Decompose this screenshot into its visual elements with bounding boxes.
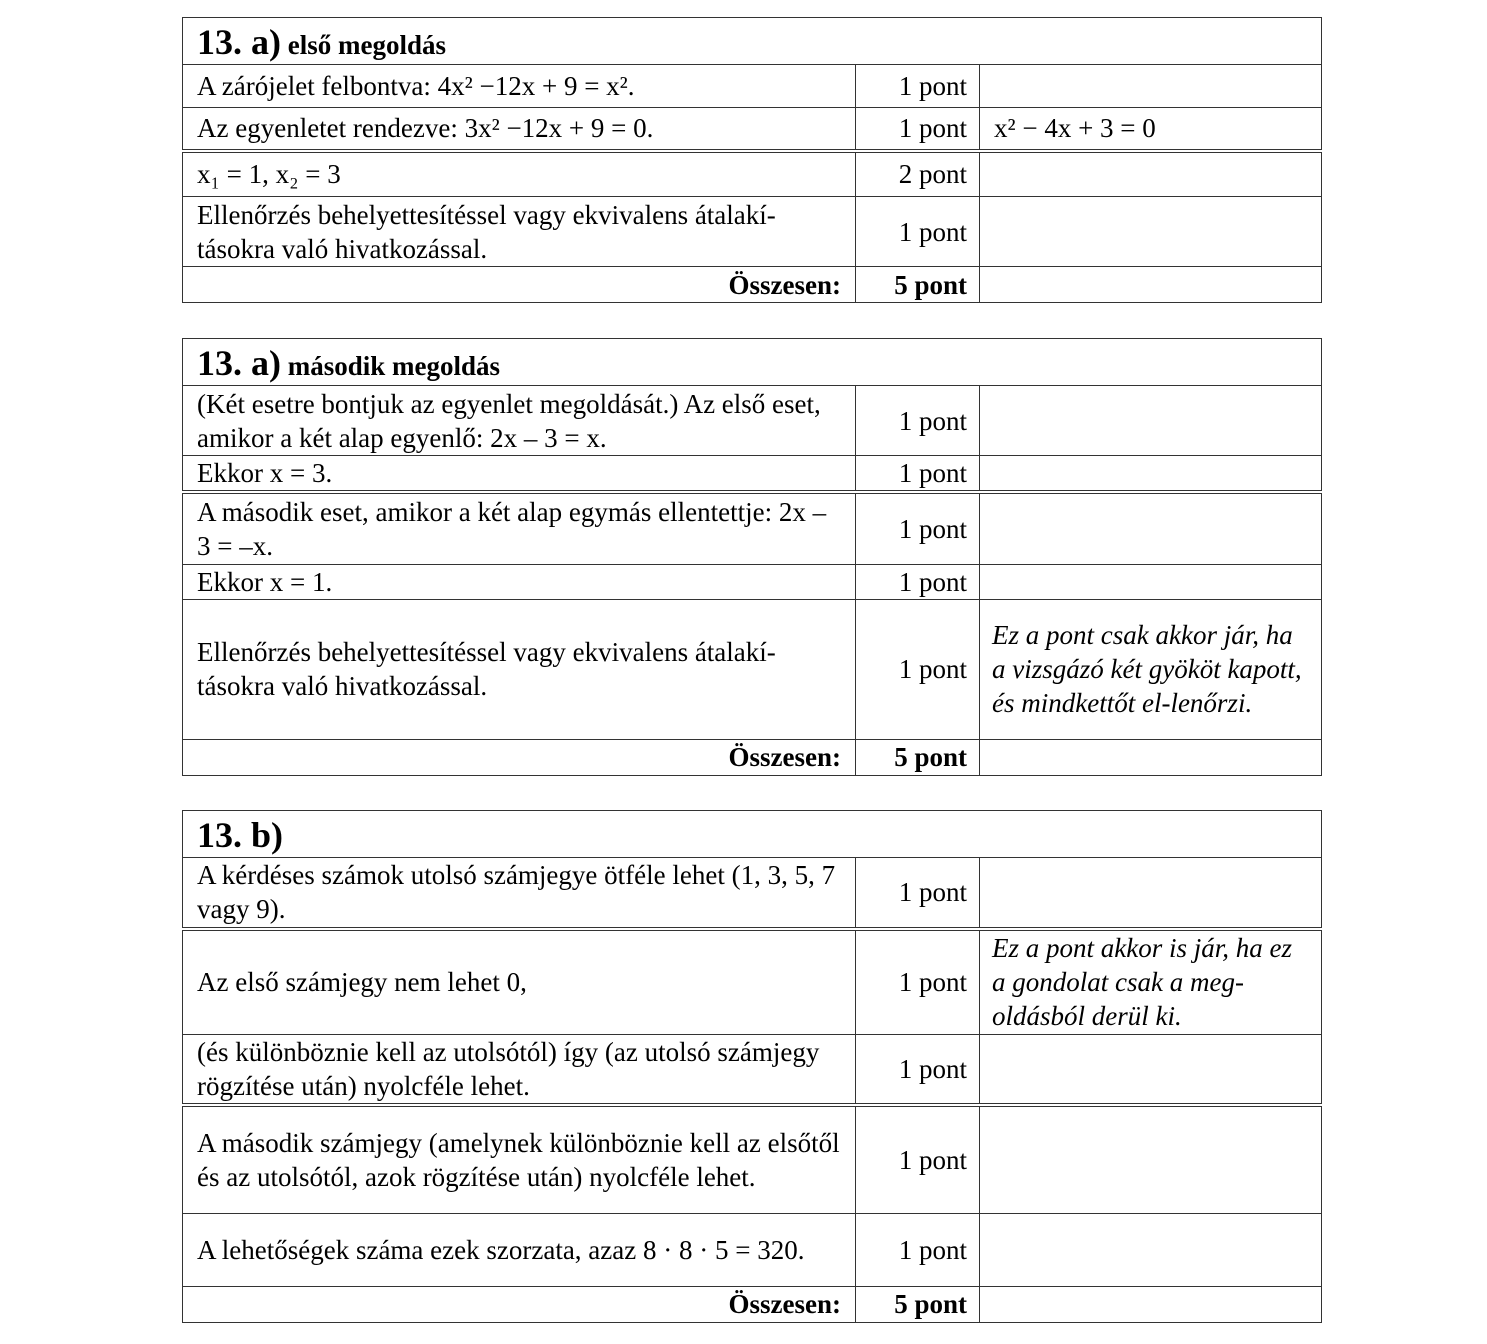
step-points: 1 pont <box>856 1105 980 1213</box>
step-note <box>980 65 1322 108</box>
total-note <box>980 267 1322 303</box>
scoring-table-13b <box>182 810 1322 1323</box>
step-points: 1 pont <box>856 197 980 267</box>
total-note <box>980 739 1322 775</box>
step-points: 1 pont <box>856 929 980 1035</box>
step-text: A második számjegy (amelynek különböznie kell az elsőtől és az utolsótól, azok rögzítése után) nyolcféle lehet. <box>183 1105 856 1213</box>
step-text: Ekkor x = 1. <box>183 564 856 599</box>
step-note <box>980 858 1322 929</box>
step-points: 1 pont <box>856 386 980 456</box>
step-text: x₁ = 1, x₂ = 3 <box>183 151 856 197</box>
step-points: 1 pont <box>856 1035 980 1106</box>
step-points: 1 pont <box>856 456 980 493</box>
total-label: Összesen: <box>183 267 856 303</box>
section-number: 13. b) <box>197 814 284 855</box>
step-points: 1 pont <box>856 858 980 929</box>
total-note <box>980 1286 1322 1322</box>
step-text: A kérdéses számok utolsó számjegye ötféle lehet (1, 3, 5, 7 vagy 9). <box>183 858 856 929</box>
step-text: (és különböznie kell az utolsótól) így (az utolsó számjegy rögzítése után) nyolcféle lehet. <box>183 1035 856 1106</box>
step-text: Az első számjegy nem lehet 0, <box>183 929 856 1035</box>
step-note <box>980 456 1322 493</box>
step-note <box>980 197 1322 267</box>
step-note <box>980 386 1322 456</box>
step-note: Ez a pont akkor is jár, ha ez a gondolat csak a meg-oldásból derül ki. <box>980 929 1322 1035</box>
section-heading <box>183 18 1322 65</box>
total-points: 5 pont <box>856 739 980 775</box>
step-text: Ellenőrzés behelyettesítéssel vagy ekvivalens átalakí-tásokra való hivatkozással. <box>183 599 856 739</box>
scoring-table-13a-second <box>182 338 1322 776</box>
step-note <box>980 1105 1322 1213</box>
total-label: Összesen: <box>183 739 856 775</box>
step-note <box>980 492 1322 564</box>
step-points: 1 pont <box>856 108 980 151</box>
section-heading <box>183 339 1322 386</box>
step-text: (Két esetre bontjuk az egyenlet megoldását.) Az első eset, amikor a két alap egyenlő: 2x – 3 = x. <box>183 386 856 456</box>
step-note: Ez a pont csak akkor jár, ha a vizsgázó két gyököt kapott, és mindkettőt el-lenőrzi. <box>980 599 1322 739</box>
step-points: 1 pont <box>856 65 980 108</box>
step-text: A második eset, amikor a két alap egymás ellentettje: 2x – 3 = –x. <box>183 492 856 564</box>
scoring-table-13a-first <box>182 17 1322 303</box>
step-text: A lehetőségek száma ezek szorzata, azaz 8 · 8 · 5 = 320. <box>183 1213 856 1286</box>
step-points: 1 pont <box>856 1213 980 1286</box>
step-note <box>980 564 1322 599</box>
total-label: Összesen: <box>183 1286 856 1322</box>
step-points: 1 pont <box>856 564 980 599</box>
step-note: x² − 4x + 3 = 0 <box>980 108 1322 151</box>
step-text: Ekkor x = 3. <box>183 456 856 493</box>
total-points: 5 pont <box>856 1286 980 1322</box>
step-note <box>980 1213 1322 1286</box>
step-note <box>980 151 1322 197</box>
section-subtitle: második megoldás <box>287 350 501 381</box>
step-text: A zárójelet felbontva: 4x² −12x + 9 = x². <box>183 65 856 108</box>
section-subtitle: első megoldás <box>287 29 446 60</box>
total-points: 5 pont <box>856 267 980 303</box>
step-points: 1 pont <box>856 599 980 739</box>
step-text: Ellenőrzés behelyettesítéssel vagy ekvivalens átalakí-tásokra való hivatkozással. <box>183 197 856 267</box>
step-points: 1 pont <box>856 492 980 564</box>
section-heading <box>183 811 1322 858</box>
step-note <box>980 1035 1322 1106</box>
step-points: 2 pont <box>856 151 980 197</box>
section-number: 13. a) <box>197 342 281 383</box>
section-number: 13. a) <box>197 21 281 62</box>
step-text: Az egyenletet rendezve: 3x² −12x + 9 = 0. <box>183 108 856 151</box>
